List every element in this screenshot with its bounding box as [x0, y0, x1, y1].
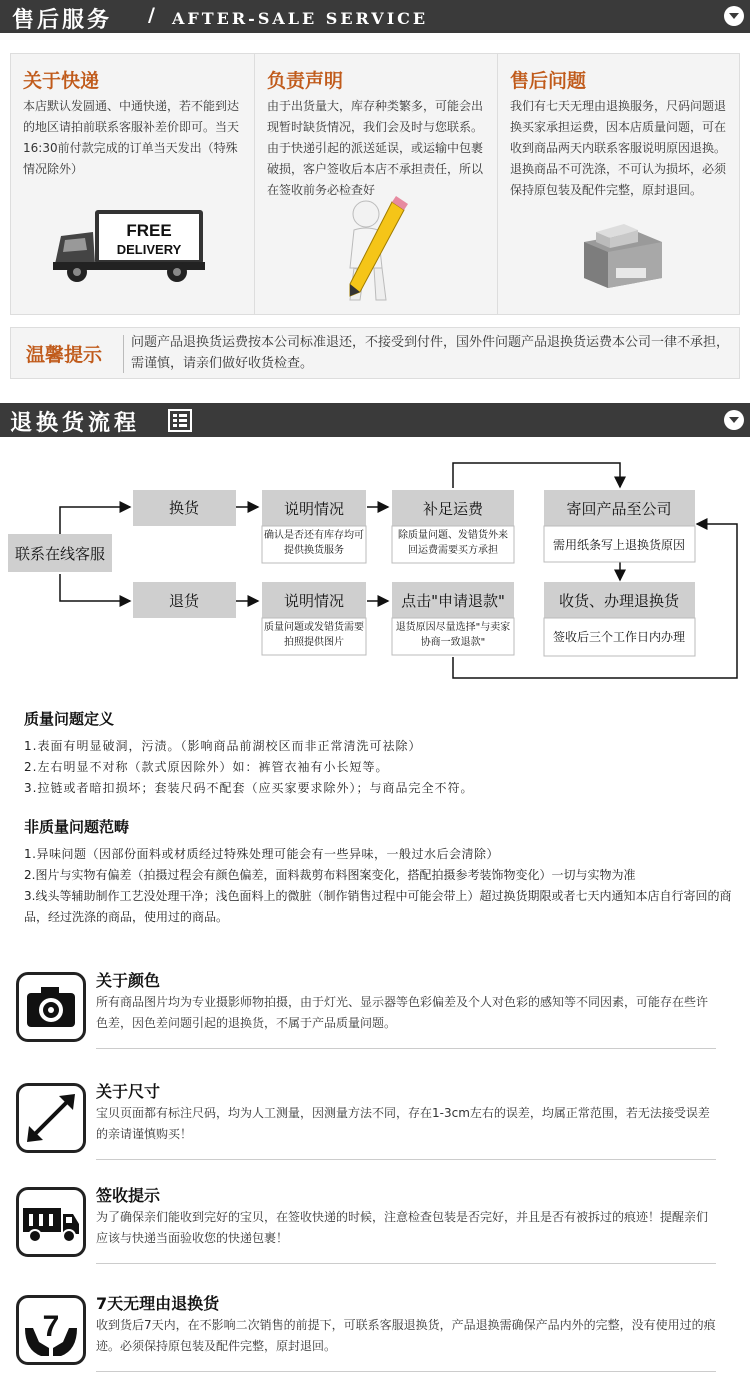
divider — [96, 1263, 716, 1264]
non-quality-item-1: 1.异味问题（因部份面料或材质经过特殊处理可能会有一些异味，一般过水后会清除） — [24, 847, 499, 861]
divider — [96, 1048, 716, 1049]
after-sale-column — [497, 54, 740, 314]
divider — [96, 1159, 716, 1160]
return-flowchart — [0, 450, 750, 690]
delivery-label: DELIVERY — [116, 242, 182, 257]
receive-sub: 签收后三个工作日内办理 — [552, 630, 686, 644]
after-sale-text: 我们有七天无理由退换服务，尺码问题退换买家承担运费，因本店质量问题，可在收到商品两天内联系客服说明原因退换。退换商品不可洗涤，不可认为损坏，必须保持原包装及配件完整，原封退回。 — [510, 99, 727, 197]
express-column — [11, 54, 254, 314]
return-label: 退货 — [168, 592, 200, 610]
divider — [96, 1371, 716, 1372]
apply-refund-label: 点击"申请退款" — [401, 592, 505, 610]
chevron-down-icon[interactable] — [724, 410, 744, 430]
non-quality-title: 非质量问题范畴 — [24, 818, 130, 836]
note-receipt — [16, 1187, 716, 1277]
flow-header-title: 退换货流程 — [10, 411, 141, 436]
quality-item-1: 1.表面有明显破洞，污渍。（影响商品前湖校区而非正常清洗可祛除） — [24, 739, 422, 753]
note-color-text: 所有商品图片均为专业摄影师物拍摄，由于灯光、显示器等色彩偏差及个人对色彩的感知等不同因素，可能存在些许色差，因色差问题引起的退换货，不属于产品质量问题。 — [96, 995, 709, 1030]
note-color — [16, 972, 716, 1062]
contact-service-label: 联系在线客服 — [14, 545, 106, 563]
freight-label: 补足运费 — [422, 500, 484, 518]
responsibility-title: 负责声明 — [267, 70, 344, 92]
receive-label: 收货、办理退换货 — [558, 592, 680, 610]
note-seven-days-text: 收到货后7天内，在不影响二次销售的前提下，可联系客服退换货，产品退换需确保产品内外的完整，没有使用过的痕迹。必须保持原包装及配件完整，原封退回。 — [96, 1318, 716, 1353]
return-flow-header — [0, 403, 750, 437]
express-text: 本店默认发圆通、中通快递，若不能到达的地区请拍前联系客服补差价即可。当天16:30前付款完成的订单当天发出（特殊情况除外） — [23, 99, 240, 176]
after-sale-header — [0, 0, 750, 33]
header-title-cn: 售后服务 — [12, 8, 113, 33]
explain2-sub: 质量问题或发错货需要拍照提供图片 — [264, 622, 364, 648]
header-title-en: AFTER-SALE SERVICE — [172, 9, 429, 28]
freight-sub: 除质量问题、发错货外来回运费需要买方承担 — [398, 530, 508, 556]
truck-icon — [16, 1187, 86, 1257]
responsibility-column — [254, 54, 497, 314]
explain1-sub: 确认是否还有库存均可提供换货服务 — [264, 530, 364, 556]
quality-item-3: 3.拉链或者暗扣损坏；套装尺码不配套（应买家要求除外）；与商品完全不符。 — [24, 781, 474, 795]
responsibility-text: 由于出货量大，库存种类繁多，可能会出现暂时缺货情况，我们会及时与您联系。由于快递引起的派送延误，或运输中包裹破损，客户签收后本店不承担责任，所以在签收前务必检查好 — [267, 99, 484, 197]
note-color-title: 关于颜色 — [96, 971, 161, 990]
measure-arrow-icon — [16, 1083, 86, 1153]
send-back-label: 寄回产品至公司 — [566, 500, 672, 518]
note-seven-days — [16, 1295, 716, 1385]
non-quality-section — [24, 816, 736, 928]
express-title: 关于快递 — [23, 70, 100, 92]
warm-tip-label: 温馨提示 — [26, 344, 103, 366]
quality-title: 质量问题定义 — [24, 710, 115, 728]
warm-tip — [10, 327, 740, 379]
after-sale-title: 售后问题 — [510, 70, 587, 92]
explain2-label: 说明情况 — [283, 592, 345, 610]
exchange-label: 换货 — [168, 499, 200, 517]
pencil-man-icon — [330, 196, 420, 306]
free-label: FREE — [126, 221, 172, 240]
note-size-text: 宝贝页面都有标注尺码，均为人工测量，因测量方法不同，存在1-3cm左右的误差，均属正常范围，若无法接受误差的亲请谨慎购买！ — [96, 1106, 710, 1141]
warm-tip-divider — [123, 335, 124, 373]
camera-icon — [16, 972, 86, 1042]
header-slash: / — [148, 4, 155, 26]
note-size-title: 关于尺寸 — [96, 1082, 161, 1101]
non-quality-item-3: 3.线头等辅助制作工艺没处理干净；浅色面料上的微脏（制作销售过程中可能会带上）超过换货期限或者七天内通知本店自行寄回的商品，经过洗涤的商品，使用过的商品。 — [24, 889, 732, 924]
free-delivery-truck-icon — [51, 202, 211, 287]
svg-text:7: 7 — [42, 1310, 60, 1343]
quality-section — [24, 708, 473, 799]
seven-days-icon — [16, 1295, 86, 1365]
service-panel — [10, 53, 740, 315]
quality-item-2: 2.左右明显不对称（款式原因除外）如：裤管衣袖有小长短等。 — [24, 760, 389, 774]
note-receipt-text: 为了确保亲们能收到完好的宝贝，在签收快递的时候，注意检查包装是否完好，并且是否有被拆过的痕迹！提醒亲们应该与快递当面验收您的快递包裹！ — [96, 1210, 709, 1245]
non-quality-item-2: 2.图片与实物有偏差（拍摄过程会有颜色偏差，面料裁剪布料图案变化，搭配拍摄参考装饰物变化）一切与实物为准 — [24, 868, 636, 882]
box-icon — [578, 212, 668, 292]
note-receipt-title: 签收提示 — [96, 1186, 161, 1205]
warm-tip-text: 问题产品退换货运费按本公司标准退还，不接受到付件，国外件问题产品退换货运费本公司一律不承担，需谨慎，请亲们做好收货检查。 — [131, 335, 730, 371]
send-back-sub: 需用纸条写上退换货原因 — [552, 538, 686, 552]
note-seven-days-title: 7天无理由退换货 — [96, 1294, 220, 1313]
note-size — [16, 1083, 716, 1173]
apply-refund-sub: 退货原因尽量选择"与卖家协商一致退款" — [395, 622, 511, 648]
explain1-label: 说明情况 — [283, 500, 345, 518]
document-list-icon — [168, 409, 192, 432]
chevron-down-icon[interactable] — [724, 6, 744, 26]
